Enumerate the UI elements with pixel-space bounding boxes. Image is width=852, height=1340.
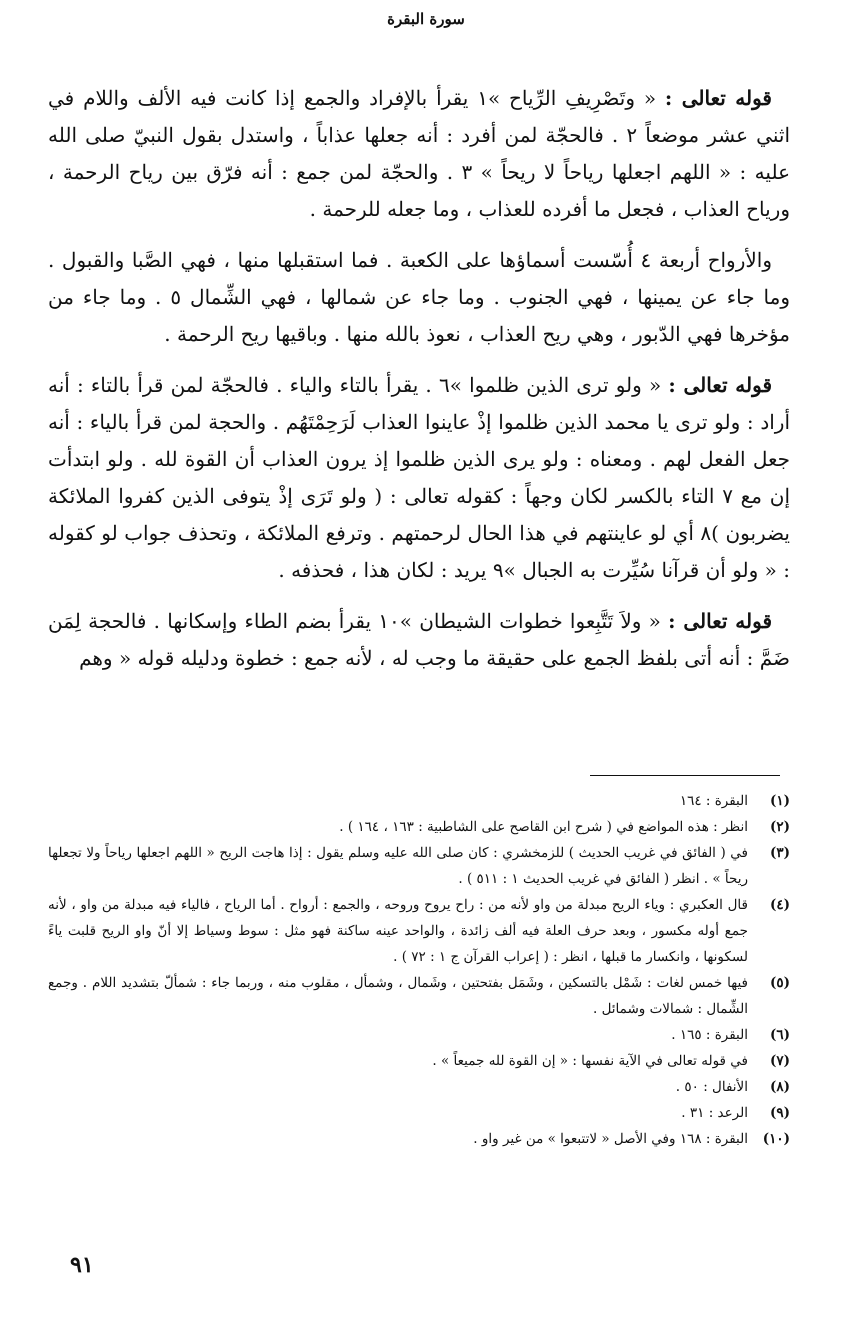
paragraph-2-text: والأرواح أربعة ٤ أُسّست أسماؤها على الكعبة . فما استقبلها منها ، فهي الصَّبا والقبول . وما جاء عن يمينها ، فهي الجنوب . وما جاء عن شمالها ، فهي الشِّمال ٥ . وما جاء من مؤخرها فهي الدّبور ، وهي ريح العذاب ، نعوذ بالله منها . وباقيها ريح الرحمة . <box>48 248 790 346</box>
footnote-1 <box>48 788 790 814</box>
footnote-number: (٨) <box>769 1079 790 1095</box>
paragraph-1 <box>48 80 790 228</box>
paragraph-3 <box>48 367 790 589</box>
footnote-number: (٣) <box>769 845 790 861</box>
footnote-6 <box>48 1022 790 1048</box>
footnote-text: في ( الفائق في غريب الحديث ) للزمخشري : كان صلى الله عليه وسلم يقول : إذا هاجت الريح « اللهم اجعلها رياحاً ولا تجعلها ريحاً » . انظر ( الفائق في غريب الحديث ١ : ٥١١ ) . <box>48 845 748 887</box>
footnote-number: (١٠) <box>762 1131 790 1147</box>
footnote-text: البقرة : ١٦٥ . <box>671 1027 748 1043</box>
paragraph-3-lead: قوله تعالى : <box>668 373 773 397</box>
footnote-number: (٧) <box>769 1053 790 1069</box>
footnote-8 <box>48 1074 790 1100</box>
footnote-4 <box>48 892 790 970</box>
page-header-title: سورة البقرة <box>387 10 465 28</box>
footnote-text: في قوله تعالى في الآية نفسها : « إن القوة لله جميعاً » . <box>432 1053 748 1069</box>
footnote-number: (٩) <box>769 1105 790 1121</box>
footnote-7 <box>48 1048 790 1074</box>
footnote-number: (٦) <box>769 1027 790 1043</box>
footnote-10 <box>48 1126 790 1152</box>
paragraph-4-text: « ولاَ تَتَّبِعوا خطوات الشيطان »١٠ يقرأ بضم الطاء وإسكانها . فالحجة لِمَن ضَمَّ : أنه أتى بلفظ الجمع على حقيقة ما وجب له ، لأنه جمع : خطوة ودليله قوله « وهم <box>48 609 790 670</box>
footnote-text: الرعد : ٣١ . <box>681 1105 748 1121</box>
footnote-text: فيها خمس لغات : شَمْل بالتسكين ، وشَمَل بفتحتين ، وشَمال ، وشمأل ، مقلوب منه ، وربما جاء : شمألّ بتشديد اللام . وجمع الشِّمال : شمالات وشمائل . <box>48 975 748 1017</box>
footnote-text: الأنفال : ٥٠ . <box>675 1079 748 1095</box>
paragraph-4 <box>48 603 790 677</box>
footnote-3 <box>48 840 790 892</box>
footnote-text: انظر : هذه المواضع في ( شرح ابن القاصح على الشاطبية : ١٦٣ ، ١٦٤ ) . <box>339 819 748 835</box>
footnote-5 <box>48 970 790 1022</box>
paragraph-1-text: « وتَصْرِيفِ الرِّياح »١ يقرأ بالإفراد والجمع إذا كانت فيه الألف واللام في اثني عشر موضعاً ٢ . فالحجّة لمن أفرد : أنه جعلها عذاباً ، واستدل بقول النبيّ صلى الله عليه : « اللهم اجعلها رياحاً لا ريحاً » ٣ . والحجّة لمن جمع : أنه فرّق بين رياح الرحمة ، ورياح العذاب ، فجعل ما أفرده للعذاب ، وما جعله للرحمة . <box>48 86 790 221</box>
paragraph-1-lead: قوله تعالى : <box>664 86 772 110</box>
footnote-number: (١) <box>769 793 790 809</box>
footnote-text: البقرة : ١٦٨ وفي الأصل « لاتتبعوا » من غير واو . <box>473 1131 748 1147</box>
footnote-2 <box>48 814 790 840</box>
footnote-divider <box>590 775 780 776</box>
footnote-9 <box>48 1100 790 1126</box>
paragraph-4-lead: قوله تعالى : <box>668 609 773 633</box>
footnote-text: البقرة : ١٦٤ <box>679 793 748 809</box>
footnote-number: (٥) <box>769 975 790 991</box>
footnote-number: (٤) <box>769 897 790 913</box>
paragraph-3-text: « ولو ترى الذين ظلموا »٦ . يقرأ بالتاء والياء . فالحجّة لمن قرأ بالتاء : أنه أراد : ولو ترى يا محمد الذين ظلموا إذْ عاينوا العذاب لَرَحِمْتَهُم . والحجة لمن قرأ بالياء : أنه جعل الفعل لهم . ومعناه : ولو يرى الذين ظلموا إذ يرون العذاب أن القوة لله . ولو ابتدأت إن مع ٧ التاء بالكسر لكان وجهاً : كقوله تعالى : ( ولو تَرَى إذْ يتوفى الذين كفروا الملائكة يضربون )٨ أي لو عاينتهم في هذا الحال لرحمتهم . وترفع الملائكة ، وتحذف جواب لو كقوله : « ولو أن قرآنا سُيِّرت به الجبال »٩ يريد : لكان هذا ، فحذفه . <box>48 373 790 582</box>
footnote-number: (٢) <box>769 819 790 835</box>
footnote-text: قال العكبري : وياء الريح مبدلة من واو لأنه من : راح يروح وروحه ، والجمع : أرواح . أما الرياح ، فالياء فيه مبدلة من واو ، لأنه جمع أوله مكسور ، وبعد حرف العلة فيه ألف زائدة ، والواحد عينه ساكنة فهو مثل : سوط وسياط إلا أنّ واو الريح قلبت ياءً لسكونها ، وانكسار ما قبلها ، انظر : ( إعراب القرآن ج ١ : ٧٢ ) . <box>48 897 748 965</box>
paragraph-2 <box>48 242 790 353</box>
main-text <box>48 80 790 691</box>
footnotes <box>48 788 790 1152</box>
page-number: ٩١ <box>70 1252 94 1278</box>
